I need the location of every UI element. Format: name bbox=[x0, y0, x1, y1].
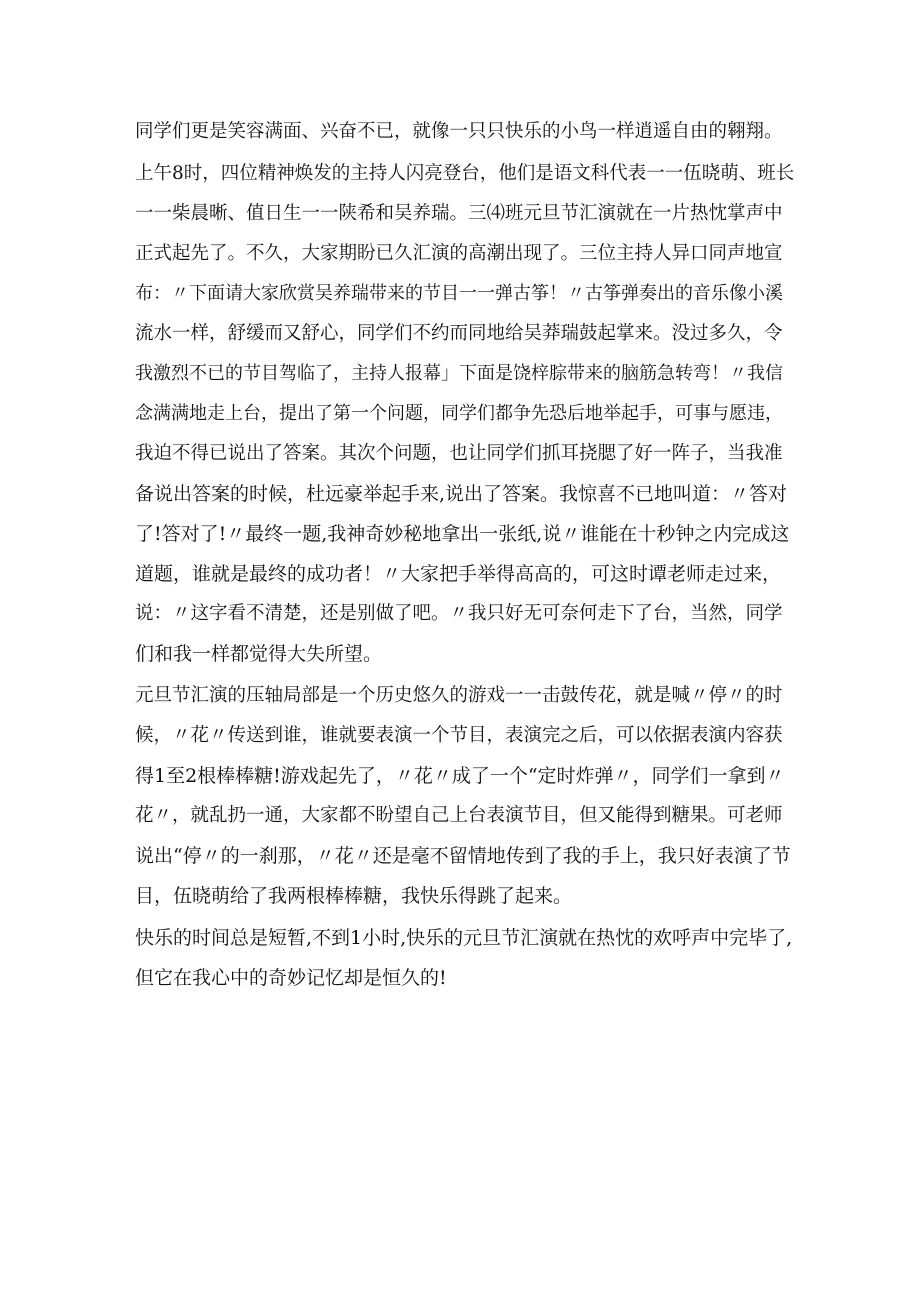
text-line: 流水一样，舒缓而又舒心，同学们不约而同地给吴莽瑞鼓起掌来。没过多久，令 bbox=[135, 323, 783, 344]
text-line: 花〃，就乱扔一通，大家都不盼望自己上台表演节目，但又能得到糖果。可老师 bbox=[135, 805, 783, 826]
paragraph-3 bbox=[135, 676, 795, 916]
text-line: 元旦节汇演的压轴局部是一个历史悠久的游戏一一击鼓传花，就是喊〃停〃的时 bbox=[135, 685, 783, 706]
text-line: 同学们更是笑容满面、兴奋不已，就像一只只快乐的小鸟一样逍遥自由的翱翔。 bbox=[135, 121, 783, 142]
text-line: 目，伍晓萌给了我两根棒棒糖，我快乐得跳了起来。 bbox=[135, 885, 573, 907]
text-line: 候，〃花〃传送到谁，谁就要表演一个节目，表演完之后，可以依据表演内容获 bbox=[135, 725, 783, 746]
text-line: 了!答对了!〃最终一题,我神奇妙秘地拿出一张纸,说〃谁能在十秒钟之内完成这 bbox=[135, 523, 790, 545]
text-line: 上午8时，四位精神焕发的主持人闪亮登台，他们是语文科代表一一伍晓萌、班长 bbox=[135, 163, 795, 184]
text-line: 说出“停〃的一刹那，〃花〃还是毫不留情地传到了我的手上，我只好表演了节 bbox=[135, 845, 791, 867]
paragraph-4 bbox=[135, 918, 795, 998]
text-line: 我激烈不已的节目驾临了，主持人报幕」下面是饶梓腙带来的脑筋急转弯！〃我信 bbox=[135, 363, 783, 384]
paragraph-2 bbox=[135, 154, 795, 674]
text-line: 得1至2根棒棒糖!游戏起先了，〃花〃成了一个“定时炸弹〃，同学们一拿到〃 bbox=[135, 765, 785, 787]
text-line: 道题，谁就是最终的成功者！〃大家把手举得高高的，可这时谭老师走过来， bbox=[135, 563, 782, 585]
text-line: 我迫不得已说出了答案。其次个问题，也让同学们抓耳挠腮了好一阵子，当我准 bbox=[135, 443, 783, 464]
text-line: 念满满地走上台，提出了第一个问题，同学们都争先恐后地举起手，可事与愿违， bbox=[135, 403, 783, 424]
paragraph-1 bbox=[135, 112, 795, 152]
document-body bbox=[135, 112, 795, 998]
text-line: 一一柴晨晰、值日生一一陕希和吴养瑞。三⑷班元旦节汇演就在一片热忱掌声中 bbox=[135, 203, 783, 224]
text-line: 布：〃下面请大家欣赏吴养瑞带来的节目一一弹古筝！〃古筝弹奏出的音乐像小溪 bbox=[135, 283, 783, 304]
text-line: 说：〃这字看不清楚，还是别做了吧。〃我只好无可奈何走下了台，当然，同学 bbox=[135, 603, 783, 624]
text-line: 但它在我心中的奇妙记忆却是恒久的! bbox=[135, 967, 447, 989]
text-line: 快乐的时间总是短暂,不到1小时,快乐的元旦节汇演就在热忱的欢呼声中完毕了, bbox=[135, 927, 793, 949]
text-line: 正式起先了。不久，大家期盼已久汇演的高潮出现了。三位主持人异口同声地宣 bbox=[135, 243, 783, 264]
text-line: 备说出答案的时候，杜远豪举起手来,说出了答案。我惊喜不已地叫道：〃答对 bbox=[135, 483, 788, 505]
text-line: 们和我一样都觉得大失所望。 bbox=[135, 643, 383, 665]
